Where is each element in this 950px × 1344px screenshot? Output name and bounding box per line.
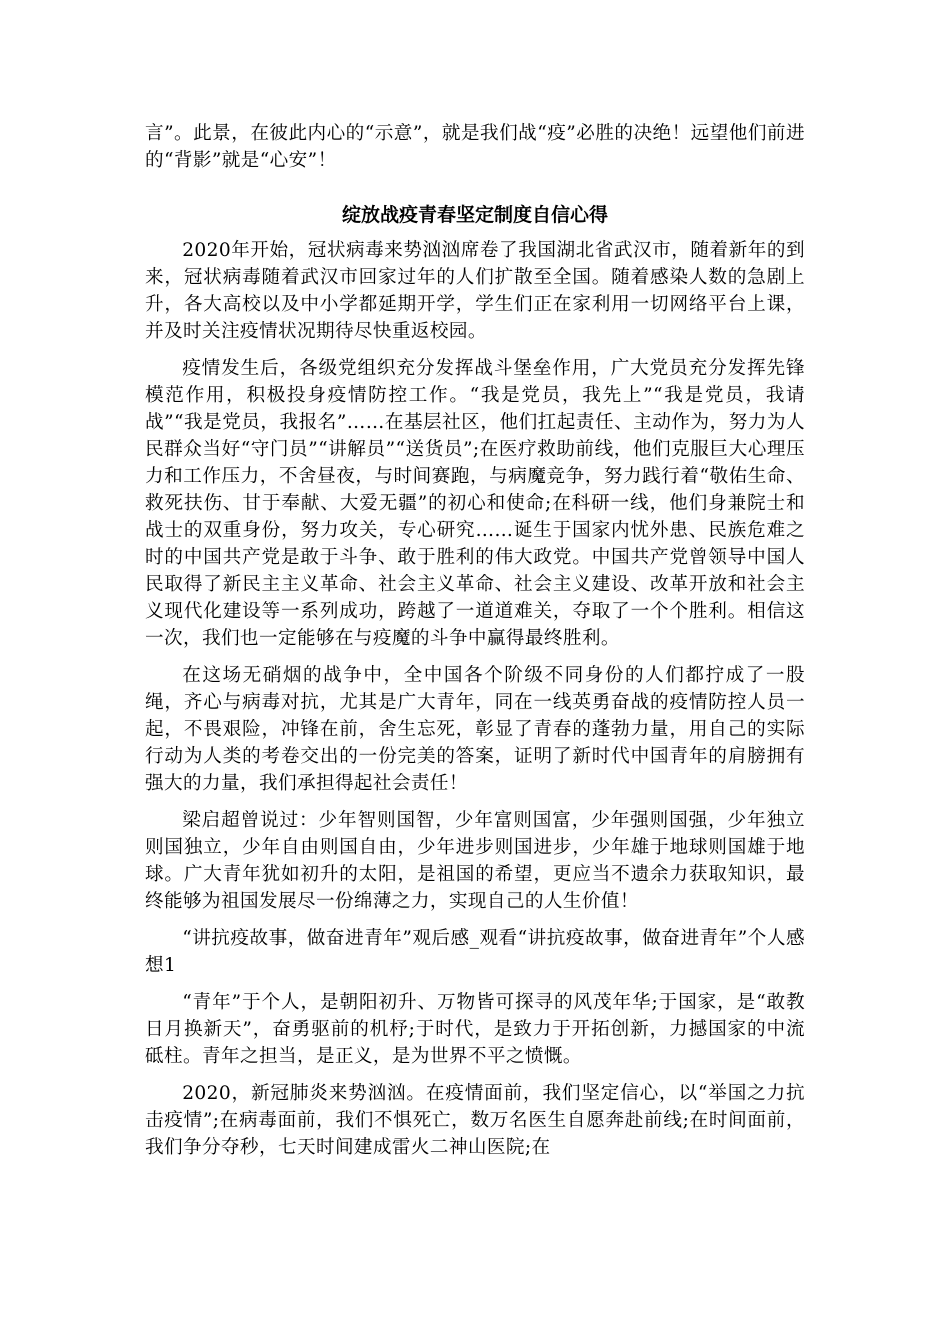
paragraph-7: 2020，新冠肺炎来势汹汹。在疫情面前，我们坚定信心，以“举国之力抗击疫情”;在病毒面前，我们不惧死亡，数万名医生自愿奔赴前线;在时间面前，我们争分夺秒，七天时间建成雷火二神山医院;在 xyxy=(145,1083,805,1158)
document-page xyxy=(145,120,805,1171)
paragraph-4: 梁启超曾说过：少年智则国智，少年富则国富，少年强则国强，少年独立则国独立，少年自由则国自由，少年进步则国进步，少年雄于地球则国雄于地球。广大青年犹如初升的太阳，是祖国的希望，更应当不遗余力获取知识，最终能够为祖国发展尽一份绵薄之力，实现自己的人生价值！ xyxy=(145,810,805,912)
paragraph-1: 2020年开始，冠状病毒来势汹汹席卷了我国湖北省武汉市，随着新年的到来，冠状病毒随着武汉市回家过年的人们扩散至全国。随着感染人数的急剧上升，各大高校以及中小学都延期开学，学生们正在家利用一切网络平台上课，并及时关注疫情状况期待尽快重返校园。 xyxy=(145,240,805,342)
paragraph-6: “青年”于个人，是朝阳初升、万物皆可探寻的风茂年华;于国家，是“敢教日月换新天”，奋勇驱前的机杼;于时代，是致力于开拓创新，力撼国家的中流砥柱。青年之担当，是正义，是为世界不平之愤慨。 xyxy=(145,992,805,1067)
paragraph-3: 在这场无硝烟的战争中，全中国各个阶级不同身份的人们都拧成了一股绳，齐心与病毒对抗，尤其是广大青年，同在一线英勇奋战的疫情防控人员一起，不畏艰险，冲锋在前，舍生忘死，彰显了青春的蓬勃力量，用自己的实际行动为人类的考卷交出的一份完美的答案，证明了新时代中国青年的肩膀拥有强大的力量，我们承担得起社会责任！ xyxy=(145,665,805,794)
paragraph-5-heading: “讲抗疫故事，做奋进青年”观后感_观看“讲抗疫故事，做奋进青年”个人感想1 xyxy=(145,928,805,976)
document-title: 绽放战疫青春坚定制度自信心得 xyxy=(341,204,608,226)
paragraph-2: 疫情发生后，各级党组织充分发挥战斗堡垒作用，广大党员充分发挥先锋模范作用，积极投身疫情防控工作。“我是党员，我先上”“我是党员，我请战”“我是党员，我报名”……在基层社区，他们扛起责任、主动作为，努力为人民群众当好“守门员”“讲解员”“送货员”;在医疗救助前线，他们克服巨大心理压力和工作压力，不舍昼夜，与时间赛跑，与病魔竞争，努力践行着“敬佑生命、救死扶伤、甘于奉献、大爱无疆”的初心和使命;在科研一线，他们身兼院士和战士的双重身份，努力攻关，专心研究……诞生于国家内忧外患、民族危难之时的中国共产党是敢于斗争、敢于胜利的伟大政党。中国共产党曾领导中国人民取得了新民主主义革命、社会主义革命、社会主义建设、改革开放和社会主义现代化建设等一系列成功，跨越了一道道难关，夺取了一个个胜利。相信这一次，我们也一定能够在与疫魔的斗争中赢得最终胜利。 xyxy=(145,358,805,649)
intro-paragraph: 言”。此景，在彼此内心的“示意”，就是我们战“疫”必胜的决绝！远望他们前进的“背影”就是“心安”！ xyxy=(145,123,805,171)
